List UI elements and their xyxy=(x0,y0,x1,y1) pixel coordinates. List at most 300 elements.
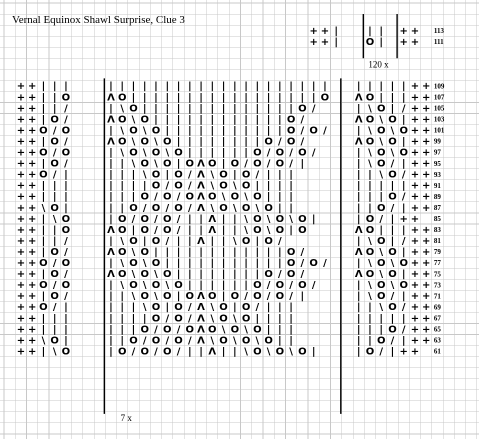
yarn-over-symbol: O xyxy=(174,302,183,314)
repeat-label-bottom: 7 x xyxy=(120,412,132,423)
knit-plus-symbol: + xyxy=(27,103,37,115)
knit-plus-symbol: + xyxy=(27,313,37,325)
knit-plus-symbol: + xyxy=(16,92,26,104)
k2tog-symbol: / xyxy=(176,213,181,225)
ssk-symbol: \ xyxy=(266,213,271,225)
knit-bar-symbol: | xyxy=(266,313,271,325)
knit-plus-symbol: + xyxy=(16,213,26,225)
knit-bar-symbol: | xyxy=(221,158,226,170)
yarn-over-symbol: O xyxy=(140,324,150,336)
double-decrease-symbol: Λ xyxy=(197,180,205,192)
knit-bar-symbol: | xyxy=(401,136,406,148)
yarn-over-symbol: O xyxy=(230,324,240,336)
knit-plus-symbol: + xyxy=(16,335,26,347)
k2tog-symbol: / xyxy=(64,136,68,148)
yarn-over-symbol: O xyxy=(185,191,195,203)
knit-bar-symbol: | xyxy=(289,302,293,314)
knit-plus-symbol: + xyxy=(27,213,37,225)
k2tog-symbol: / xyxy=(176,346,181,358)
knit-plus-symbol: + xyxy=(410,25,420,37)
ssk-symbol: \ xyxy=(368,280,372,292)
yarn-over-symbol: O xyxy=(264,269,273,281)
knit-bar-symbol: | xyxy=(289,224,293,236)
yarn-over-symbol: O xyxy=(309,125,318,137)
yarn-over-symbol: O xyxy=(264,202,273,214)
k2tog-symbol: / xyxy=(311,103,316,115)
row-number: 65 xyxy=(433,325,441,334)
k2tog-symbol: / xyxy=(154,346,158,358)
knit-plus-symbol: + xyxy=(410,335,420,347)
knit-bar-symbol: | xyxy=(356,291,361,303)
knit-bar-symbol: | xyxy=(131,224,136,236)
knit-bar-symbol: | xyxy=(401,224,406,236)
yarn-over-symbol: O xyxy=(219,180,228,192)
ssk-symbol: \ xyxy=(379,302,384,314)
knit-plus-symbol: + xyxy=(16,291,26,303)
yarn-over-symbol: O xyxy=(253,147,262,159)
yarn-over-symbol: O xyxy=(140,191,150,203)
ssk-symbol: \ xyxy=(266,224,271,236)
knit-bar-symbol: | xyxy=(233,147,237,159)
knit-plus-symbol: + xyxy=(422,169,431,181)
knit-bar-symbol: | xyxy=(255,81,260,93)
knit-plus-symbol: + xyxy=(16,158,26,170)
knit-bar-symbol: | xyxy=(199,147,203,159)
knit-bar-symbol: | xyxy=(356,335,361,347)
knit-bar-symbol: | xyxy=(255,313,260,325)
yarn-over-symbol: O xyxy=(129,125,138,137)
knit-bar-symbol: | xyxy=(334,37,338,48)
knit-bar-symbol: | xyxy=(109,258,113,269)
ssk-symbol: \ xyxy=(368,125,372,137)
knit-bar-symbol: | xyxy=(368,169,372,181)
knit-bar-symbol: | xyxy=(368,324,372,336)
yarn-over-symbol: O xyxy=(241,335,251,347)
yarn-over-symbol: O xyxy=(275,147,285,159)
knit-bar-symbol: | xyxy=(199,92,203,104)
knit-plus-symbol: + xyxy=(422,324,431,336)
k2tog-symbol: / xyxy=(64,291,68,303)
k2tog-symbol: / xyxy=(289,291,293,303)
k2tog-symbol: / xyxy=(300,269,305,281)
double-decrease-symbol: Λ xyxy=(208,213,217,225)
knit-plus-symbol: + xyxy=(16,147,26,159)
row-number: 61 xyxy=(433,347,441,356)
knit-bar-symbol: | xyxy=(356,191,361,203)
knit-bar-symbol: | xyxy=(255,114,260,126)
ssk-symbol: \ xyxy=(368,158,372,170)
knit-plus-symbol: + xyxy=(399,25,408,37)
knit-bar-symbol: | xyxy=(210,147,215,159)
knit-bar-symbol: | xyxy=(187,258,192,269)
ssk-symbol: \ xyxy=(379,114,384,126)
knit-bar-symbol: | xyxy=(187,213,192,225)
ssk-symbol: \ xyxy=(120,103,125,115)
row-number: 83 xyxy=(433,226,441,235)
knit-plus-symbol: + xyxy=(399,346,408,358)
knit-plus-symbol: + xyxy=(422,280,431,292)
knit-bar-symbol: | xyxy=(401,180,406,192)
yarn-over-symbol: O xyxy=(264,335,273,347)
yarn-over-symbol: O xyxy=(388,114,397,126)
ssk-symbol: \ xyxy=(390,125,395,137)
knit-bar-symbol: | xyxy=(210,103,215,115)
knit-bar-symbol: | xyxy=(221,269,226,281)
knit-bar-symbol: | xyxy=(289,313,293,325)
row-number: 67 xyxy=(433,314,441,323)
yarn-over-symbol: O xyxy=(140,346,150,358)
knit-bar-symbol: | xyxy=(41,103,46,115)
k2tog-symbol: / xyxy=(379,346,384,358)
row-number: 87 xyxy=(433,203,441,212)
yarn-over-symbol: O xyxy=(298,213,307,225)
knit-plus-symbol: + xyxy=(410,191,420,203)
k2tog-symbol: / xyxy=(52,125,57,137)
knit-bar-symbol: | xyxy=(52,235,57,247)
ssk-symbol: \ xyxy=(379,136,384,148)
knit-bar-symbol: | xyxy=(109,213,113,225)
yarn-over-symbol: O xyxy=(298,224,307,236)
yarn-over-symbol: O xyxy=(140,213,150,225)
knit-plus-symbol: + xyxy=(410,158,420,170)
knit-bar-symbol: | xyxy=(187,92,192,104)
knit-bar-symbol: | xyxy=(266,169,271,181)
knit-plus-symbol: + xyxy=(410,213,420,225)
double-decrease-symbol: Λ xyxy=(197,158,205,170)
knit-bar-symbol: | xyxy=(109,324,113,336)
knit-bar-symbol: | xyxy=(300,81,305,93)
knit-bar-symbol: | xyxy=(210,280,215,292)
knit-bar-symbol: | xyxy=(356,202,361,214)
knit-bar-symbol: | xyxy=(401,291,406,303)
yarn-over-symbol: O xyxy=(286,246,296,258)
knit-bar-symbol: | xyxy=(356,180,361,192)
knit-bar-symbol: | xyxy=(210,92,215,104)
knit-bar-symbol: | xyxy=(41,246,46,258)
knit-bar-symbol: | xyxy=(64,313,68,325)
knit-bar-symbol: | xyxy=(52,92,57,104)
knit-plus-symbol: + xyxy=(27,224,37,236)
yarn-over-symbol: O xyxy=(219,313,228,325)
yarn-over-symbol: O xyxy=(230,291,240,303)
yarn-over-symbol: O xyxy=(309,258,318,269)
knit-bar-symbol: | xyxy=(390,81,395,93)
yarn-over-symbol: O xyxy=(376,258,386,269)
yarn-over-symbol: O xyxy=(117,114,127,126)
knit-bar-symbol: | xyxy=(289,81,293,93)
knit-bar-symbol: | xyxy=(390,235,395,247)
knit-bar-symbol: | xyxy=(154,81,158,93)
knit-bar-symbol: | xyxy=(52,313,57,325)
k2tog-symbol: / xyxy=(266,280,271,292)
knit-bar-symbol: | xyxy=(300,291,305,303)
knit-bar-symbol: | xyxy=(233,103,237,115)
ssk-symbol: \ xyxy=(154,291,158,303)
knit-bar-symbol: | xyxy=(278,125,282,137)
yarn-over-symbol: O xyxy=(365,246,375,258)
double-decrease-symbol: Λ xyxy=(197,302,205,314)
knit-bar-symbol: | xyxy=(176,246,181,258)
k2tog-symbol: / xyxy=(255,169,260,181)
knit-bar-symbol: | xyxy=(244,103,248,115)
k2tog-symbol: / xyxy=(323,258,327,269)
yarn-over-symbol: O xyxy=(376,235,386,247)
knit-plus-symbol: + xyxy=(410,235,420,247)
knit-plus-symbol: + xyxy=(27,180,37,192)
knit-bar-symbol: | xyxy=(154,92,158,104)
k2tog-symbol: / xyxy=(244,158,248,170)
yarn-over-symbol: O xyxy=(399,280,408,292)
yarn-over-symbol: O xyxy=(174,180,183,192)
knit-bar-symbol: | xyxy=(379,224,384,236)
ssk-symbol: \ xyxy=(255,335,260,347)
ssk-symbol: \ xyxy=(221,191,226,203)
knit-bar-symbol: | xyxy=(221,258,226,269)
k2tog-symbol: / xyxy=(176,191,181,203)
k2tog-symbol: / xyxy=(131,346,136,358)
knit-bar-symbol: | xyxy=(120,335,125,347)
yarn-over-symbol: O xyxy=(39,280,48,292)
row-number: 103 xyxy=(433,115,445,124)
yarn-over-symbol: O xyxy=(241,302,251,314)
knit-bar-symbol: | xyxy=(379,81,384,93)
knit-bar-symbol: | xyxy=(131,313,136,325)
yarn-over-symbol: O xyxy=(129,335,138,347)
knit-bar-symbol: | xyxy=(120,324,125,336)
k2tog-symbol: / xyxy=(379,213,384,225)
knit-bar-symbol: | xyxy=(109,191,113,203)
k2tog-symbol: / xyxy=(300,114,305,126)
knit-plus-symbol: + xyxy=(16,269,26,281)
knit-plus-symbol: + xyxy=(410,302,420,314)
knit-bar-symbol: | xyxy=(142,103,147,115)
k2tog-symbol: / xyxy=(390,158,395,170)
yarn-over-symbol: O xyxy=(151,302,161,314)
ssk-symbol: \ xyxy=(120,125,125,137)
yarn-over-symbol: O xyxy=(163,136,172,148)
knit-bar-symbol: | xyxy=(41,235,46,247)
knit-plus-symbol: + xyxy=(27,280,37,292)
knit-bar-symbol: | xyxy=(266,191,271,203)
yarn-over-symbol: O xyxy=(50,246,59,258)
ssk-symbol: \ xyxy=(244,346,248,358)
knit-bar-symbol: | xyxy=(210,114,215,126)
yarn-over-symbol: O xyxy=(140,224,150,236)
knit-plus-symbol: + xyxy=(422,125,431,137)
knit-plus-symbol: + xyxy=(27,258,37,269)
knit-bar-symbol: | xyxy=(221,147,226,159)
knit-plus-symbol: + xyxy=(16,280,26,292)
knit-bar-symbol: | xyxy=(109,291,113,303)
yarn-over-symbol: O xyxy=(253,346,262,358)
ssk-symbol: \ xyxy=(142,280,147,292)
double-decrease-symbol: Λ xyxy=(107,114,115,126)
k2tog-symbol: / xyxy=(52,169,57,181)
knit-bar-symbol: | xyxy=(199,136,203,148)
knit-bar-symbol: | xyxy=(266,103,271,115)
knit-bar-symbol: | xyxy=(379,92,384,104)
knit-plus-symbol: + xyxy=(422,202,431,214)
knit-plus-symbol: + xyxy=(16,313,26,325)
k2tog-symbol: / xyxy=(289,158,293,170)
double-decrease-symbol: Λ xyxy=(354,114,363,126)
knit-bar-symbol: | xyxy=(52,103,57,115)
yarn-over-symbol: O xyxy=(376,147,386,159)
knit-bar-symbol: | xyxy=(244,147,248,159)
knit-plus-symbol: + xyxy=(27,346,37,358)
knit-bar-symbol: | xyxy=(255,269,260,281)
yarn-over-symbol: O xyxy=(174,202,183,214)
knit-bar-symbol: | xyxy=(120,302,125,314)
knit-bar-symbol: | xyxy=(266,324,271,336)
knit-bar-symbol: | xyxy=(278,103,282,115)
knit-plus-symbol: + xyxy=(422,269,431,281)
knit-bar-symbol: | xyxy=(356,125,361,137)
yarn-over-symbol: O xyxy=(151,125,161,137)
knit-plus-symbol: + xyxy=(422,191,431,203)
knit-bar-symbol: | xyxy=(255,235,260,247)
knit-bar-symbol: | xyxy=(379,324,384,336)
k2tog-symbol: / xyxy=(323,125,327,137)
row-number: 85 xyxy=(433,215,441,223)
yarn-over-symbol: O xyxy=(61,224,71,236)
knit-bar-symbol: | xyxy=(187,103,192,115)
row-number: 111 xyxy=(433,38,444,47)
knit-bar-symbol: | xyxy=(187,224,192,236)
knit-bar-symbol: | xyxy=(401,202,406,214)
ssk-symbol: \ xyxy=(131,291,136,303)
knit-bar-symbol: | xyxy=(64,180,68,192)
knit-bar-symbol: | xyxy=(221,114,226,126)
knit-plus-symbol: + xyxy=(16,136,26,148)
ssk-symbol: \ xyxy=(390,258,395,269)
yarn-over-symbol: O xyxy=(117,346,127,358)
k2tog-symbol: / xyxy=(52,280,57,292)
yarn-over-symbol: O xyxy=(241,313,251,325)
ssk-symbol: \ xyxy=(390,147,395,159)
knit-bar-symbol: | xyxy=(390,180,395,192)
ssk-symbol: \ xyxy=(210,335,215,347)
knit-bar-symbol: | xyxy=(199,224,203,236)
row-number: 63 xyxy=(433,336,441,345)
knit-plus-symbol: + xyxy=(410,280,420,292)
knit-bar-symbol: | xyxy=(278,335,282,347)
ssk-symbol: \ xyxy=(120,280,125,292)
knit-bar-symbol: | xyxy=(356,103,361,115)
k2tog-symbol: / xyxy=(311,280,316,292)
knit-plus-symbol: + xyxy=(27,335,37,347)
yarn-over-symbol: O xyxy=(230,191,240,203)
knit-bar-symbol: | xyxy=(278,246,282,258)
row-number: 91 xyxy=(433,181,441,190)
knit-plus-symbol: + xyxy=(422,92,431,104)
double-decrease-symbol: Λ xyxy=(354,224,363,236)
knit-bar-symbol: | xyxy=(311,346,316,358)
knit-bar-symbol: | xyxy=(379,191,384,203)
knit-bar-symbol: | xyxy=(221,235,226,247)
knit-bar-symbol: | xyxy=(233,114,237,126)
knit-bar-symbol: | xyxy=(187,147,192,159)
yarn-over-symbol: O xyxy=(39,169,48,181)
knit-plus-symbol: + xyxy=(422,147,431,159)
k2tog-symbol: / xyxy=(165,202,170,214)
knit-bar-symbol: | xyxy=(356,213,361,225)
k2tog-symbol: / xyxy=(187,302,192,314)
knit-plus-symbol: + xyxy=(410,136,420,148)
row-number: 79 xyxy=(433,248,441,257)
knit-bar-symbol: | xyxy=(368,25,372,37)
knit-plus-symbol: + xyxy=(16,125,26,137)
knit-bar-symbol: | xyxy=(233,92,237,104)
knit-plus-symbol: + xyxy=(422,302,431,314)
yarn-over-symbol: O xyxy=(39,258,48,269)
knit-bar-symbol: | xyxy=(109,169,113,181)
k2tog-symbol: / xyxy=(131,213,136,225)
ssk-symbol: \ xyxy=(210,169,215,181)
knit-plus-symbol: + xyxy=(27,202,37,214)
double-decrease-symbol: Λ xyxy=(197,291,205,303)
knit-bar-symbol: | xyxy=(52,224,57,236)
ssk-symbol: \ xyxy=(379,246,384,258)
yarn-over-symbol: O xyxy=(275,280,285,292)
ssk-symbol: \ xyxy=(233,180,237,192)
knit-bar-symbol: | xyxy=(176,269,181,281)
knit-bar-symbol: | xyxy=(52,324,57,336)
knit-bar-symbol: | xyxy=(142,180,147,192)
ssk-symbol: \ xyxy=(120,258,125,269)
yarn-over-symbol: O xyxy=(61,125,71,137)
k2tog-symbol: / xyxy=(278,269,282,281)
knit-bar-symbol: | xyxy=(109,280,113,292)
k2tog-symbol: / xyxy=(142,335,147,347)
knit-bar-symbol: | xyxy=(401,246,406,258)
knit-plus-symbol: + xyxy=(422,246,431,258)
knit-bar-symbol: | xyxy=(244,246,248,258)
yarn-over-symbol: O xyxy=(140,269,150,281)
yarn-over-symbol: O xyxy=(365,92,375,104)
knit-bar-symbol: | xyxy=(244,125,248,137)
ssk-symbol: \ xyxy=(154,269,158,281)
knit-bar-symbol: | xyxy=(120,191,125,203)
k2tog-symbol: / xyxy=(300,125,305,137)
double-decrease-symbol: Λ xyxy=(107,246,115,258)
yarn-over-symbol: O xyxy=(253,224,262,236)
k2tog-symbol: / xyxy=(278,235,282,247)
knit-bar-symbol: | xyxy=(233,81,237,93)
ssk-symbol: \ xyxy=(244,324,248,336)
knit-bar-symbol: | xyxy=(221,246,226,258)
knit-bar-symbol: | xyxy=(244,258,248,269)
knit-bar-symbol: | xyxy=(244,136,248,148)
yarn-over-symbol: O xyxy=(219,202,228,214)
knit-plus-symbol: + xyxy=(320,37,330,48)
knit-bar-symbol: | xyxy=(233,224,237,236)
knit-plus-symbol: + xyxy=(27,291,37,303)
ssk-symbol: \ xyxy=(142,125,147,137)
yarn-over-symbol: O xyxy=(253,280,262,292)
yarn-over-symbol: O xyxy=(61,280,71,292)
knit-plus-symbol: + xyxy=(16,180,26,192)
knit-plus-symbol: + xyxy=(27,302,37,314)
yarn-over-symbol: O xyxy=(50,291,59,303)
k2tog-symbol: / xyxy=(300,136,305,148)
knit-bar-symbol: | xyxy=(266,246,271,258)
knit-bar-symbol: | xyxy=(165,103,170,115)
knit-bar-symbol: | xyxy=(278,81,282,93)
knit-bar-symbol: | xyxy=(401,158,406,170)
double-decrease-symbol: Λ xyxy=(197,169,205,181)
knit-bar-symbol: | xyxy=(233,125,237,137)
